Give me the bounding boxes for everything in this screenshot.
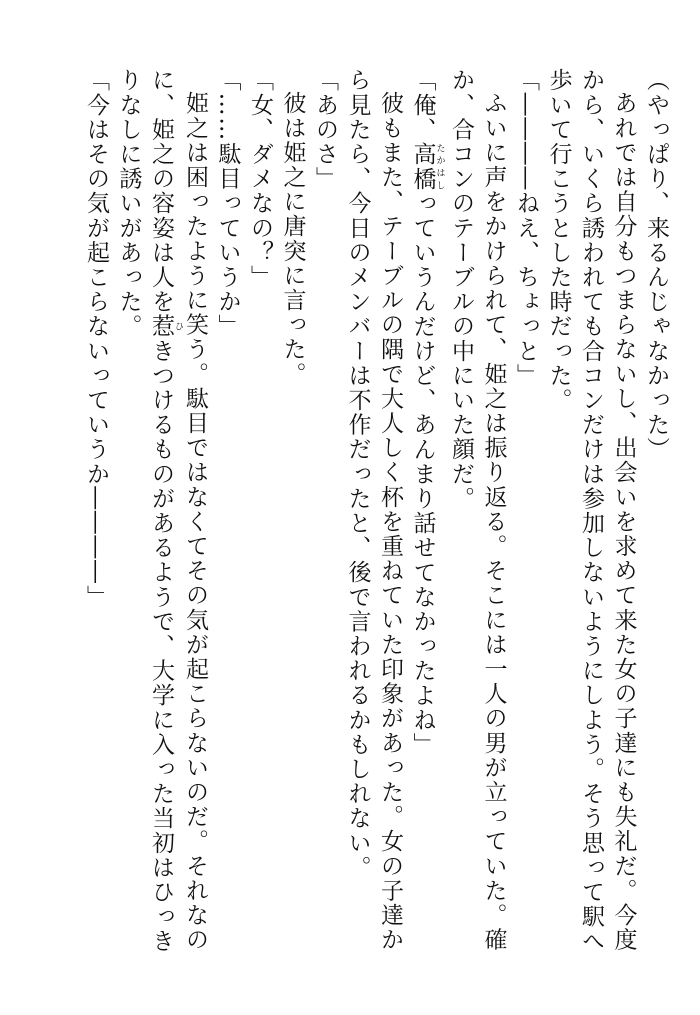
paragraph-10: 「……駄目っていうか」	[214, 68, 241, 339]
ruby-takahashi-base: 高橋	[409, 141, 436, 192]
ruby-hi-reading: ひ	[173, 314, 183, 339]
paragraph-7: 「あのさ」	[312, 68, 338, 191]
ruby-takahashi-reading: たかはし	[434, 141, 445, 191]
paragraph-6: 彼もまた、テーブルの隅で大人しく杯を重ねていた印象があった。女の子達から見たら、今日のメンバーは不作だったと、後で言われるかもしれない。	[344, 68, 403, 952]
ruby-hi-base: 惹	[148, 314, 174, 339]
ruby-hi	[148, 314, 183, 339]
paragraph-1: （やっぱり、来るんじゃなかった）	[643, 68, 669, 462]
paragraph-5-before: 「俺、	[409, 68, 436, 142]
paragraph-2: あれでは自分もつまらないし、出会いを求めて来た女の子達にも失礼だ。今度から、いくら誘われても合コンだけは参加しないようにしよう。そう思って駅へ歩いて行こうとした時だった。	[545, 68, 637, 954]
vertical-text-body	[80, 68, 673, 968]
paragraph-11-after: きつけるものがあるようで、大学に入った当初はひっきりなしに誘いがあった。	[115, 68, 174, 954]
paragraph-12: 「今はその気が起こらないっていうか――――」	[83, 68, 109, 610]
paragraph-11-before: 姫之は困ったように笑う。駄目ではなくてその気が起こらないのだ。それなのに、姫之の容姿は人を	[148, 68, 208, 952]
paragraph-5-after: っていうんだけど、あんまり話せてなかったよね」	[409, 191, 436, 757]
paragraph-11	[112, 68, 211, 968]
paragraph-8: 彼は姫之に唐突に言った。	[279, 91, 306, 387]
ruby-takahashi	[409, 141, 445, 192]
paragraph-3: 「――――ねえ、ちょっと」	[513, 68, 539, 388]
paragraph-4: ふいに声をかけられて、姫之は振り返る。そこには一人の男が立っていた。確か、合コンのテーブルの中にいた顔だ。	[448, 68, 507, 952]
paragraph-9: 「女、ダメなの？」	[247, 68, 273, 290]
paragraph-5	[406, 68, 445, 968]
